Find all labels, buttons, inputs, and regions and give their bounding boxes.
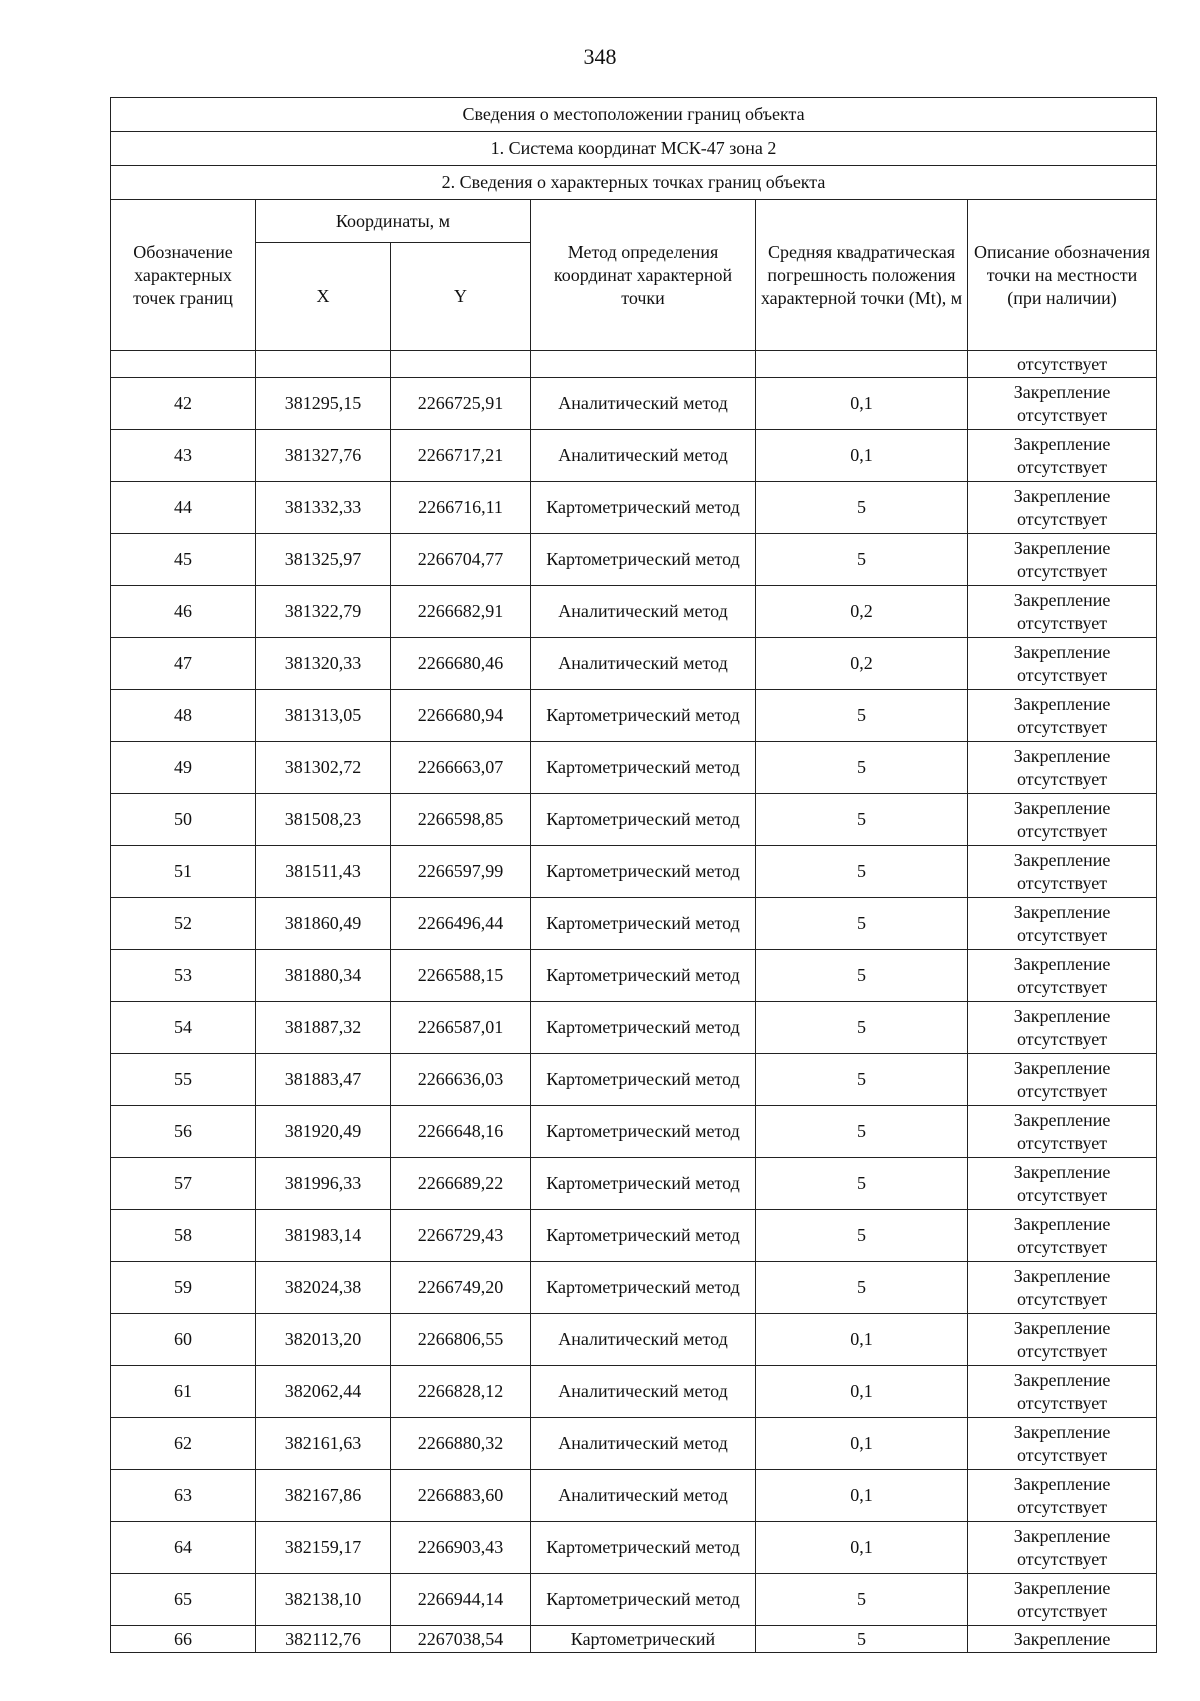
header-y: Y (391, 243, 531, 351)
cell-error: 0,1 (756, 1470, 968, 1522)
cell-x: 381983,14 (256, 1210, 391, 1262)
cell-y: 2266806,55 (391, 1314, 531, 1366)
cell-x: 381327,76 (256, 430, 391, 482)
cell-description: Закрепление отсутствует (968, 950, 1157, 1002)
cell-description: Закрепление отсутствует (968, 378, 1157, 430)
cell-method: Картометрический метод (531, 1002, 756, 1054)
cell-description: Закрепление отсутствует (968, 430, 1157, 482)
cell-method: Картометрический (531, 1626, 756, 1653)
cell-error: 5 (756, 1106, 968, 1158)
cell-description: Закрепление отсутствует (968, 1418, 1157, 1470)
cell-x: 382161,63 (256, 1418, 391, 1470)
cell-x: 381883,47 (256, 1054, 391, 1106)
cell-point: 60 (111, 1314, 256, 1366)
header-coords: Координаты, м (256, 200, 531, 243)
cell-error: 5 (756, 898, 968, 950)
blank-cell (111, 351, 256, 378)
cell-y: 2266725,91 (391, 378, 531, 430)
cell-x: 381302,72 (256, 742, 391, 794)
cell-point: 53 (111, 950, 256, 1002)
cell-description: Закрепление отсутствует (968, 1262, 1157, 1314)
cell-method: Картометрический метод (531, 534, 756, 586)
boundary-points-table (110, 97, 1157, 1653)
cell-error: 0,1 (756, 1522, 968, 1574)
cell-x: 381887,32 (256, 1002, 391, 1054)
cell-error: 0,2 (756, 586, 968, 638)
cell-y: 2266680,46 (391, 638, 531, 690)
cell-method: Картометрический метод (531, 898, 756, 950)
cell-point: 50 (111, 794, 256, 846)
cell-error: 0,2 (756, 638, 968, 690)
table-row (111, 898, 1157, 950)
section-title: 2. Сведения о характерных точках границ объекта (111, 166, 1157, 200)
cell-point: 51 (111, 846, 256, 898)
cell-error: 5 (756, 534, 968, 586)
cell-x: 381320,33 (256, 638, 391, 690)
cell-point: 54 (111, 1002, 256, 1054)
cell-description: Закрепление отсутствует (968, 742, 1157, 794)
cell-x: 381880,34 (256, 950, 391, 1002)
cell-method: Картометрический метод (531, 1522, 756, 1574)
cell-x: 381996,33 (256, 1158, 391, 1210)
cell-method: Картометрический метод (531, 1106, 756, 1158)
cell-error: 5 (756, 794, 968, 846)
cell-point: 64 (111, 1522, 256, 1574)
cell-point: 62 (111, 1418, 256, 1470)
cell-y: 2266717,21 (391, 430, 531, 482)
header-error: Средняя квадратическая погрешность положения характерной точки (Mt), м (756, 200, 968, 351)
cell-error: 5 (756, 1210, 968, 1262)
cell-y: 2266880,32 (391, 1418, 531, 1470)
table-row (111, 742, 1157, 794)
cell-x: 381332,33 (256, 482, 391, 534)
cell-method: Аналитический метод (531, 1470, 756, 1522)
cell-method: Аналитический метод (531, 1418, 756, 1470)
header-row-top (111, 200, 1157, 243)
cell-x: 381508,23 (256, 794, 391, 846)
cell-error: 5 (756, 846, 968, 898)
table-row (111, 1210, 1157, 1262)
cell-point: 66 (111, 1626, 256, 1653)
cell-y: 2266588,15 (391, 950, 531, 1002)
table-title-row (111, 98, 1157, 132)
cell-method: Картометрический метод (531, 1210, 756, 1262)
cell-y: 2266597,99 (391, 846, 531, 898)
header-method: Метод определения координат характерной точки (531, 200, 756, 351)
table-row (111, 586, 1157, 638)
cell-x: 382112,76 (256, 1626, 391, 1653)
table-row (111, 534, 1157, 586)
cell-x: 381860,49 (256, 898, 391, 950)
cell-point: 44 (111, 482, 256, 534)
cell-point: 47 (111, 638, 256, 690)
cell-point: 43 (111, 430, 256, 482)
cell-y: 2266663,07 (391, 742, 531, 794)
table-row (111, 1574, 1157, 1626)
cell-point: 48 (111, 690, 256, 742)
cell-description: Закрепление отсутствует (968, 846, 1157, 898)
cell-y: 2266883,60 (391, 1470, 531, 1522)
header-x: X (256, 243, 391, 351)
cell-x: 381325,97 (256, 534, 391, 586)
cell-error: 5 (756, 1262, 968, 1314)
blank-cell (391, 351, 531, 378)
coord-system: 1. Система координат МСК-47 зона 2 (111, 132, 1157, 166)
table-row (111, 1106, 1157, 1158)
cell-error: 5 (756, 690, 968, 742)
coord-system-row (111, 132, 1157, 166)
table-title: Сведения о местоположении границ объекта (111, 98, 1157, 132)
cell-y: 2266587,01 (391, 1002, 531, 1054)
cell-description: Закрепление отсутствует (968, 586, 1157, 638)
cell-error: 0,1 (756, 378, 968, 430)
carryover-row (111, 351, 1157, 378)
cell-y: 2266944,14 (391, 1574, 531, 1626)
cell-error: 5 (756, 742, 968, 794)
cell-x: 381511,43 (256, 846, 391, 898)
cell-point: 45 (111, 534, 256, 586)
cell-x: 382138,10 (256, 1574, 391, 1626)
cell-point: 49 (111, 742, 256, 794)
cell-y: 2266903,43 (391, 1522, 531, 1574)
cell-method: Картометрический метод (531, 794, 756, 846)
cell-point: 58 (111, 1210, 256, 1262)
cell-y: 2266729,43 (391, 1210, 531, 1262)
table-row (111, 690, 1157, 742)
cell-error: 0,1 (756, 1366, 968, 1418)
table-row (111, 1522, 1157, 1574)
cell-description: Закрепление отсутствует (968, 1210, 1157, 1262)
table-row (111, 794, 1157, 846)
cell-y: 2266749,20 (391, 1262, 531, 1314)
cell-description: Закрепление отсутствует (968, 638, 1157, 690)
cell-x: 382167,86 (256, 1470, 391, 1522)
cell-method: Картометрический метод (531, 1574, 756, 1626)
cell-point: 59 (111, 1262, 256, 1314)
cell-y: 2266680,94 (391, 690, 531, 742)
cell-method: Картометрический метод (531, 742, 756, 794)
cell-point: 65 (111, 1574, 256, 1626)
cell-error: 5 (756, 482, 968, 534)
cell-error: 5 (756, 1158, 968, 1210)
table-row (111, 1158, 1157, 1210)
cell-x: 382062,44 (256, 1366, 391, 1418)
cell-method: Картометрический метод (531, 950, 756, 1002)
cell-description: Закрепление отсутствует (968, 1366, 1157, 1418)
table-row (111, 1002, 1157, 1054)
cell-method: Картометрический метод (531, 1262, 756, 1314)
blank-cell (531, 351, 756, 378)
cell-point: 57 (111, 1158, 256, 1210)
cell-y: 2266682,91 (391, 586, 531, 638)
cell-x: 382159,17 (256, 1522, 391, 1574)
cell-error: 5 (756, 1626, 968, 1653)
cell-x: 381322,79 (256, 586, 391, 638)
cell-description: Закрепление отсутствует (968, 1158, 1157, 1210)
section-title-row (111, 166, 1157, 200)
cell-description: Закрепление отсутствует (968, 1054, 1157, 1106)
blank-cell (256, 351, 391, 378)
table-row (111, 950, 1157, 1002)
cell-x: 382024,38 (256, 1262, 391, 1314)
cell-point: 52 (111, 898, 256, 950)
cell-y: 2267038,54 (391, 1626, 531, 1653)
cell-description: Закрепление отсутствует (968, 1314, 1157, 1366)
cell-point: 42 (111, 378, 256, 430)
cell-description: Закрепление отсутствует (968, 898, 1157, 950)
cell-description: Закрепление (968, 1626, 1157, 1653)
cell-point: 56 (111, 1106, 256, 1158)
cell-error: 5 (756, 1574, 968, 1626)
cell-x: 381295,15 (256, 378, 391, 430)
cell-point: 63 (111, 1470, 256, 1522)
cell-description: Закрепление отсутствует (968, 794, 1157, 846)
cell-error: 0,1 (756, 430, 968, 482)
cell-x: 382013,20 (256, 1314, 391, 1366)
cell-y: 2266704,77 (391, 534, 531, 586)
cell-description: Закрепление отсутствует (968, 534, 1157, 586)
cell-method: Картометрический метод (531, 690, 756, 742)
cell-point: 55 (111, 1054, 256, 1106)
table-row (111, 482, 1157, 534)
cell-description: Закрепление отсутствует (968, 1002, 1157, 1054)
cell-error: 0,1 (756, 1314, 968, 1366)
header-description: Описание обозначения точки на местности (при наличии) (968, 200, 1157, 351)
cell-y: 2266689,22 (391, 1158, 531, 1210)
cell-x: 381920,49 (256, 1106, 391, 1158)
table-row (111, 638, 1157, 690)
cell-method: Аналитический метод (531, 638, 756, 690)
table-row (111, 846, 1157, 898)
table-row (111, 1366, 1157, 1418)
table-row-partial (111, 1626, 1157, 1653)
cell-method: Аналитический метод (531, 1314, 756, 1366)
cell-y: 2266716,11 (391, 482, 531, 534)
cell-description: Закрепление отсутствует (968, 1522, 1157, 1574)
cell-description: Закрепление отсутствует (968, 482, 1157, 534)
cell-error: 0,1 (756, 1418, 968, 1470)
header-point: Обозначение характерных точек границ (111, 200, 256, 351)
cell-y: 2266636,03 (391, 1054, 531, 1106)
cell-description: Закрепление отсутствует (968, 1574, 1157, 1626)
table-row (111, 1054, 1157, 1106)
cell-y: 2266598,85 (391, 794, 531, 846)
cell-description: Закрепление отсутствует (968, 1106, 1157, 1158)
cell-description: Закрепление отсутствует (968, 690, 1157, 742)
cell-method: Картометрический метод (531, 482, 756, 534)
table-row (111, 378, 1157, 430)
cell-y: 2266828,12 (391, 1366, 531, 1418)
cell-method: Аналитический метод (531, 430, 756, 482)
cell-method: Картометрический метод (531, 1158, 756, 1210)
page-number: 348 (583, 44, 617, 69)
cell-method: Аналитический метод (531, 378, 756, 430)
blank-cell (756, 351, 968, 378)
cell-error: 5 (756, 1054, 968, 1106)
table-row (111, 1418, 1157, 1470)
cell-method: Аналитический метод (531, 586, 756, 638)
cell-method: Картометрический метод (531, 1054, 756, 1106)
cell-error: 5 (756, 1002, 968, 1054)
table-row (111, 1262, 1157, 1314)
cell-description: Закрепление отсутствует (968, 1470, 1157, 1522)
cell-y: 2266496,44 (391, 898, 531, 950)
cell-method: Картометрический метод (531, 846, 756, 898)
table-row (111, 1470, 1157, 1522)
table-row (111, 1314, 1157, 1366)
carryover-description: отсутствует (968, 351, 1157, 378)
cell-x: 381313,05 (256, 690, 391, 742)
cell-method: Аналитический метод (531, 1366, 756, 1418)
cell-y: 2266648,16 (391, 1106, 531, 1158)
table-row (111, 430, 1157, 482)
cell-point: 46 (111, 586, 256, 638)
cell-point: 61 (111, 1366, 256, 1418)
cell-error: 5 (756, 950, 968, 1002)
